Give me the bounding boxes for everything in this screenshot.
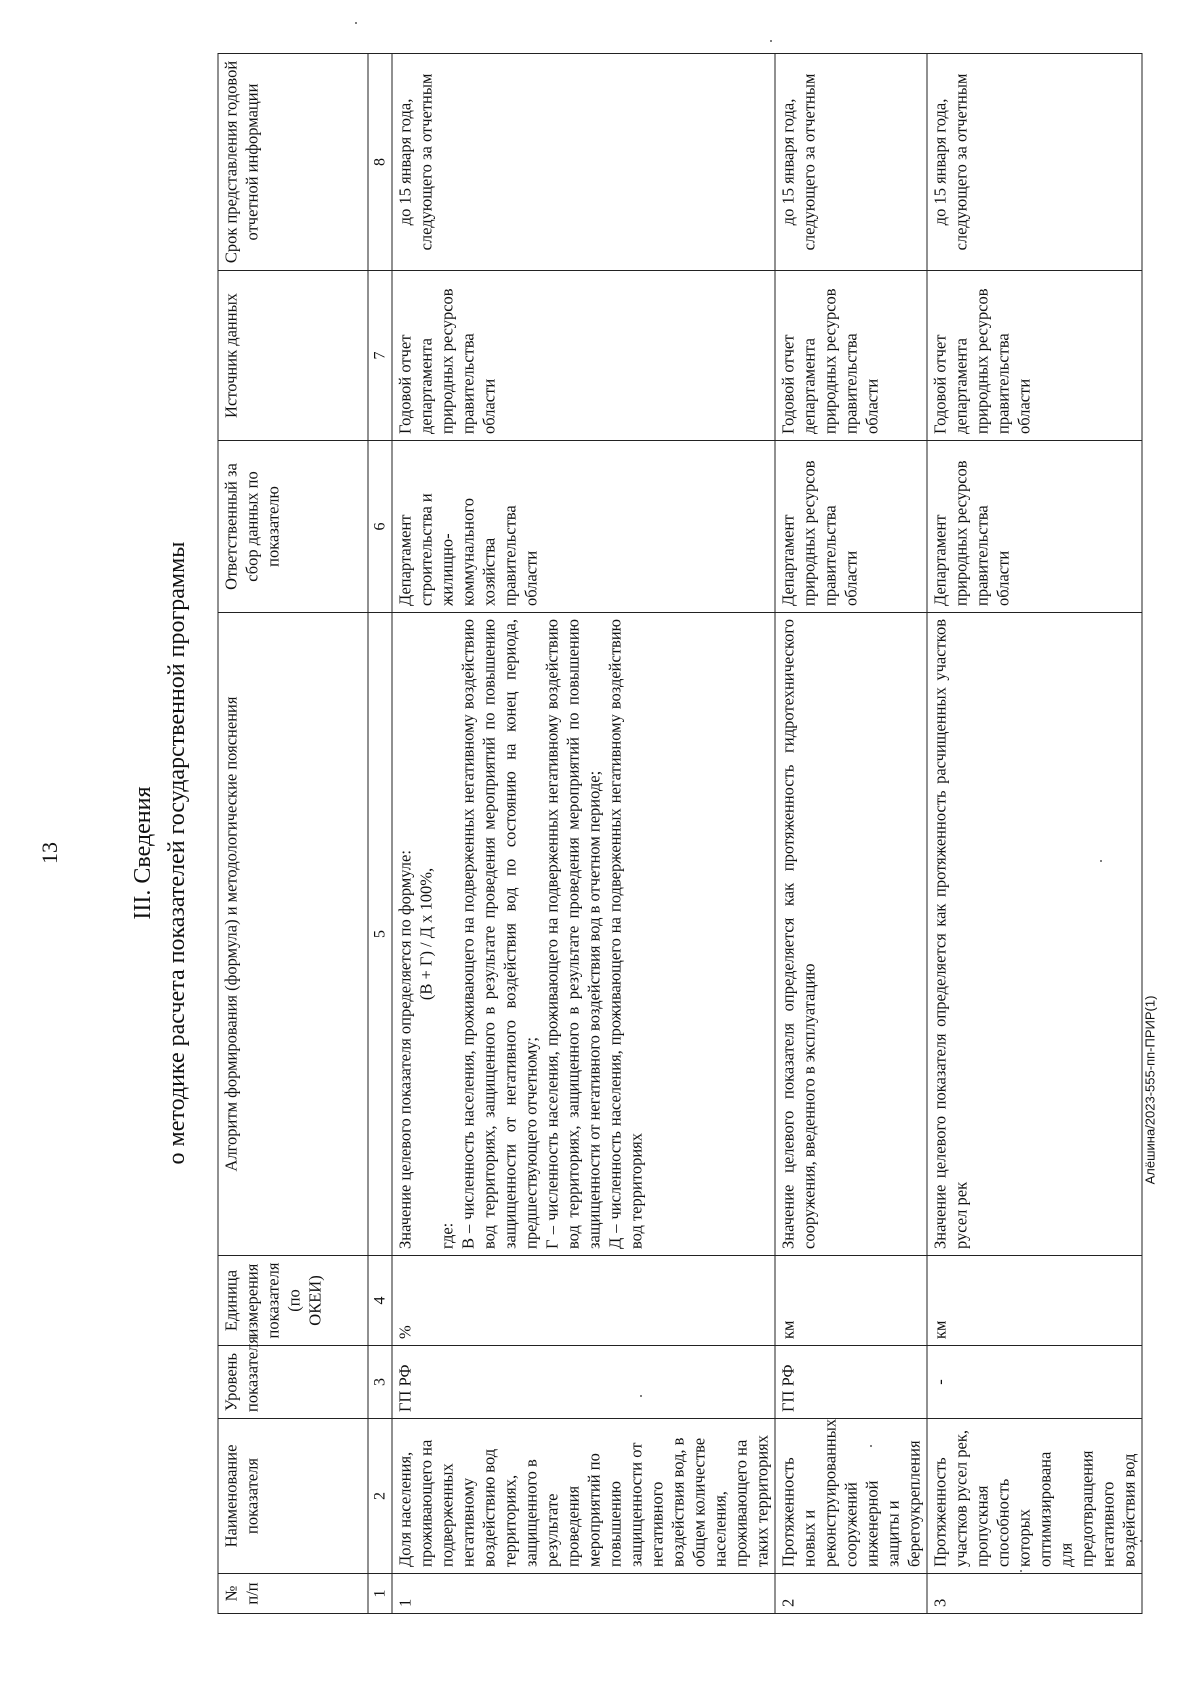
indicator-algorithm — [392, 613, 775, 1256]
indicator-deadline: до 15 января года, следующего за отчетным — [927, 54, 1142, 271]
indicator-level: ГП РФ — [392, 1346, 775, 1419]
indicator-name: Протяженность участков русел рек, пропускная способность которых оптимизирована для предотвращения негативного воздействия вод — [927, 1419, 1142, 1574]
scan-speck — [1140, 1540, 1142, 1542]
algorithm-formula: (В + Г) / Д х 100%, — [416, 867, 436, 1001]
column-number-row — [368, 54, 392, 1614]
header-row — [218, 54, 368, 1614]
header-source: Источник данных — [218, 271, 368, 441]
rotated-table-wrapper — [218, 54, 1139, 1614]
indicator-unit: км — [775, 1256, 927, 1346]
algorithm-line: Значение целевого показателя определяется как протяженность гидротехнического сооружения, введенного в эксплуатацию — [778, 619, 819, 1249]
algorithm-line: Значение целевого показателя определяется по формуле: — [395, 850, 415, 1249]
indicator-unit: км — [927, 1256, 1142, 1346]
indicator-level: ГП РФ — [775, 1346, 927, 1419]
indicator-responsible: Департамент природных ресурсов правительства области — [775, 441, 927, 613]
col-number: 4 — [368, 1256, 392, 1346]
indicators-methodology-table — [218, 53, 1143, 1614]
col-number: 7 — [368, 271, 392, 441]
row-number: 1 — [392, 1574, 775, 1614]
header-name: Наименование показателя — [218, 1419, 368, 1574]
header-unit: Единица измерения показателя (по ОКЕИ) — [218, 1256, 368, 1346]
header-level: Уровень показателя — [218, 1346, 368, 1419]
algorithm-line: Значение целевого показателя определяется как протяженность расчищенных участков русел рек — [930, 619, 971, 1249]
indicator-algorithm — [775, 613, 927, 1256]
col-number: 5 — [368, 613, 392, 1256]
header-num: № п/п — [218, 1574, 368, 1614]
col-number: 8 — [368, 54, 392, 271]
indicator-source: Годовой отчет департамента природных ресурсов правительства области — [927, 271, 1142, 441]
row-number: 3 — [927, 1574, 1142, 1614]
col-number: 2 — [368, 1419, 392, 1574]
table-row — [392, 54, 775, 1614]
table-row — [927, 54, 1142, 1614]
indicator-responsible: Департамент строительства и жилищно-коммунального хозяйства правительства области — [392, 441, 775, 613]
indicator-source: Годовой отчет департамента природных ресурсов правительства области — [775, 271, 927, 441]
title-line-2: о методике расчета показателей государственной программы — [164, 541, 190, 1165]
title-line-1: III. Сведения — [130, 786, 156, 920]
indicator-name: Доля населения, проживающего на подверженных негативному воздействию вод территориях, защищенного в результате проведения мероприятий по повышению защищенности от негативного воздействия вод, в общем количестве населения, проживающего на таких территориях — [392, 1419, 775, 1574]
scan-speck — [640, 1395, 642, 1397]
scan-speck — [355, 22, 357, 24]
scan-speck — [1100, 860, 1102, 862]
col-number: 1 — [368, 1574, 392, 1614]
page-number: 13 — [37, 842, 62, 864]
page-title — [126, 233, 194, 1473]
scan-speck — [1020, 1570, 1022, 1572]
row-number: 2 — [775, 1574, 927, 1614]
header-deadline: Срок представления годовой отчетной информации — [218, 54, 368, 271]
col-number: 6 — [368, 441, 392, 613]
algorithm-line: где: — [437, 1222, 457, 1249]
algorithm-line: В – численность населения, проживающего на подверженных негативному воздействию вод территориях, защищенного в результате проведения мероприятий по повышению защищенности от негативного воздействия вод по состоянию на конец периода, предшествующего отчетному; — [458, 619, 541, 1249]
header-responsible: Ответственный за сбор данных по показателю — [218, 441, 368, 613]
algorithm-line: Г – численность населения, проживающего на подверженных негативному воздействию вод территориях, защищенного в результате проведения мероприятий по повышению защищенности от негативного воздействия вод в отчетном периоде; — [542, 619, 604, 1249]
scan-speck — [770, 40, 772, 42]
scan-speck — [870, 1445, 872, 1447]
col-number: 3 — [368, 1346, 392, 1419]
indicator-deadline: до 15 января года, следующего за отчетным — [775, 54, 927, 271]
footer-document-code: Алёшина/2023-555-пп-ПРИР(1) — [1142, 995, 1158, 1185]
indicator-name: Протяженность новых и реконструированных сооружений инженерной защиты и берегоукрепления — [775, 1419, 927, 1574]
indicator-responsible: Департамент природных ресурсов правительства области — [927, 441, 1142, 613]
algorithm-line: Д – численность населения, проживающего на подверженных негативному воздействию вод территориях — [605, 619, 646, 1249]
header-algorithm: Алгоритм формирования (формула) и методологические пояснения — [218, 613, 368, 1256]
indicator-source: Годовой отчет департамента природных ресурсов правительства области — [392, 271, 775, 441]
indicator-deadline: до 15 января года, следующего за отчетным — [392, 54, 775, 271]
table-row — [775, 54, 927, 1614]
indicator-unit: % — [392, 1256, 775, 1346]
indicator-algorithm — [927, 613, 1142, 1256]
indicator-level: - — [927, 1346, 1142, 1419]
